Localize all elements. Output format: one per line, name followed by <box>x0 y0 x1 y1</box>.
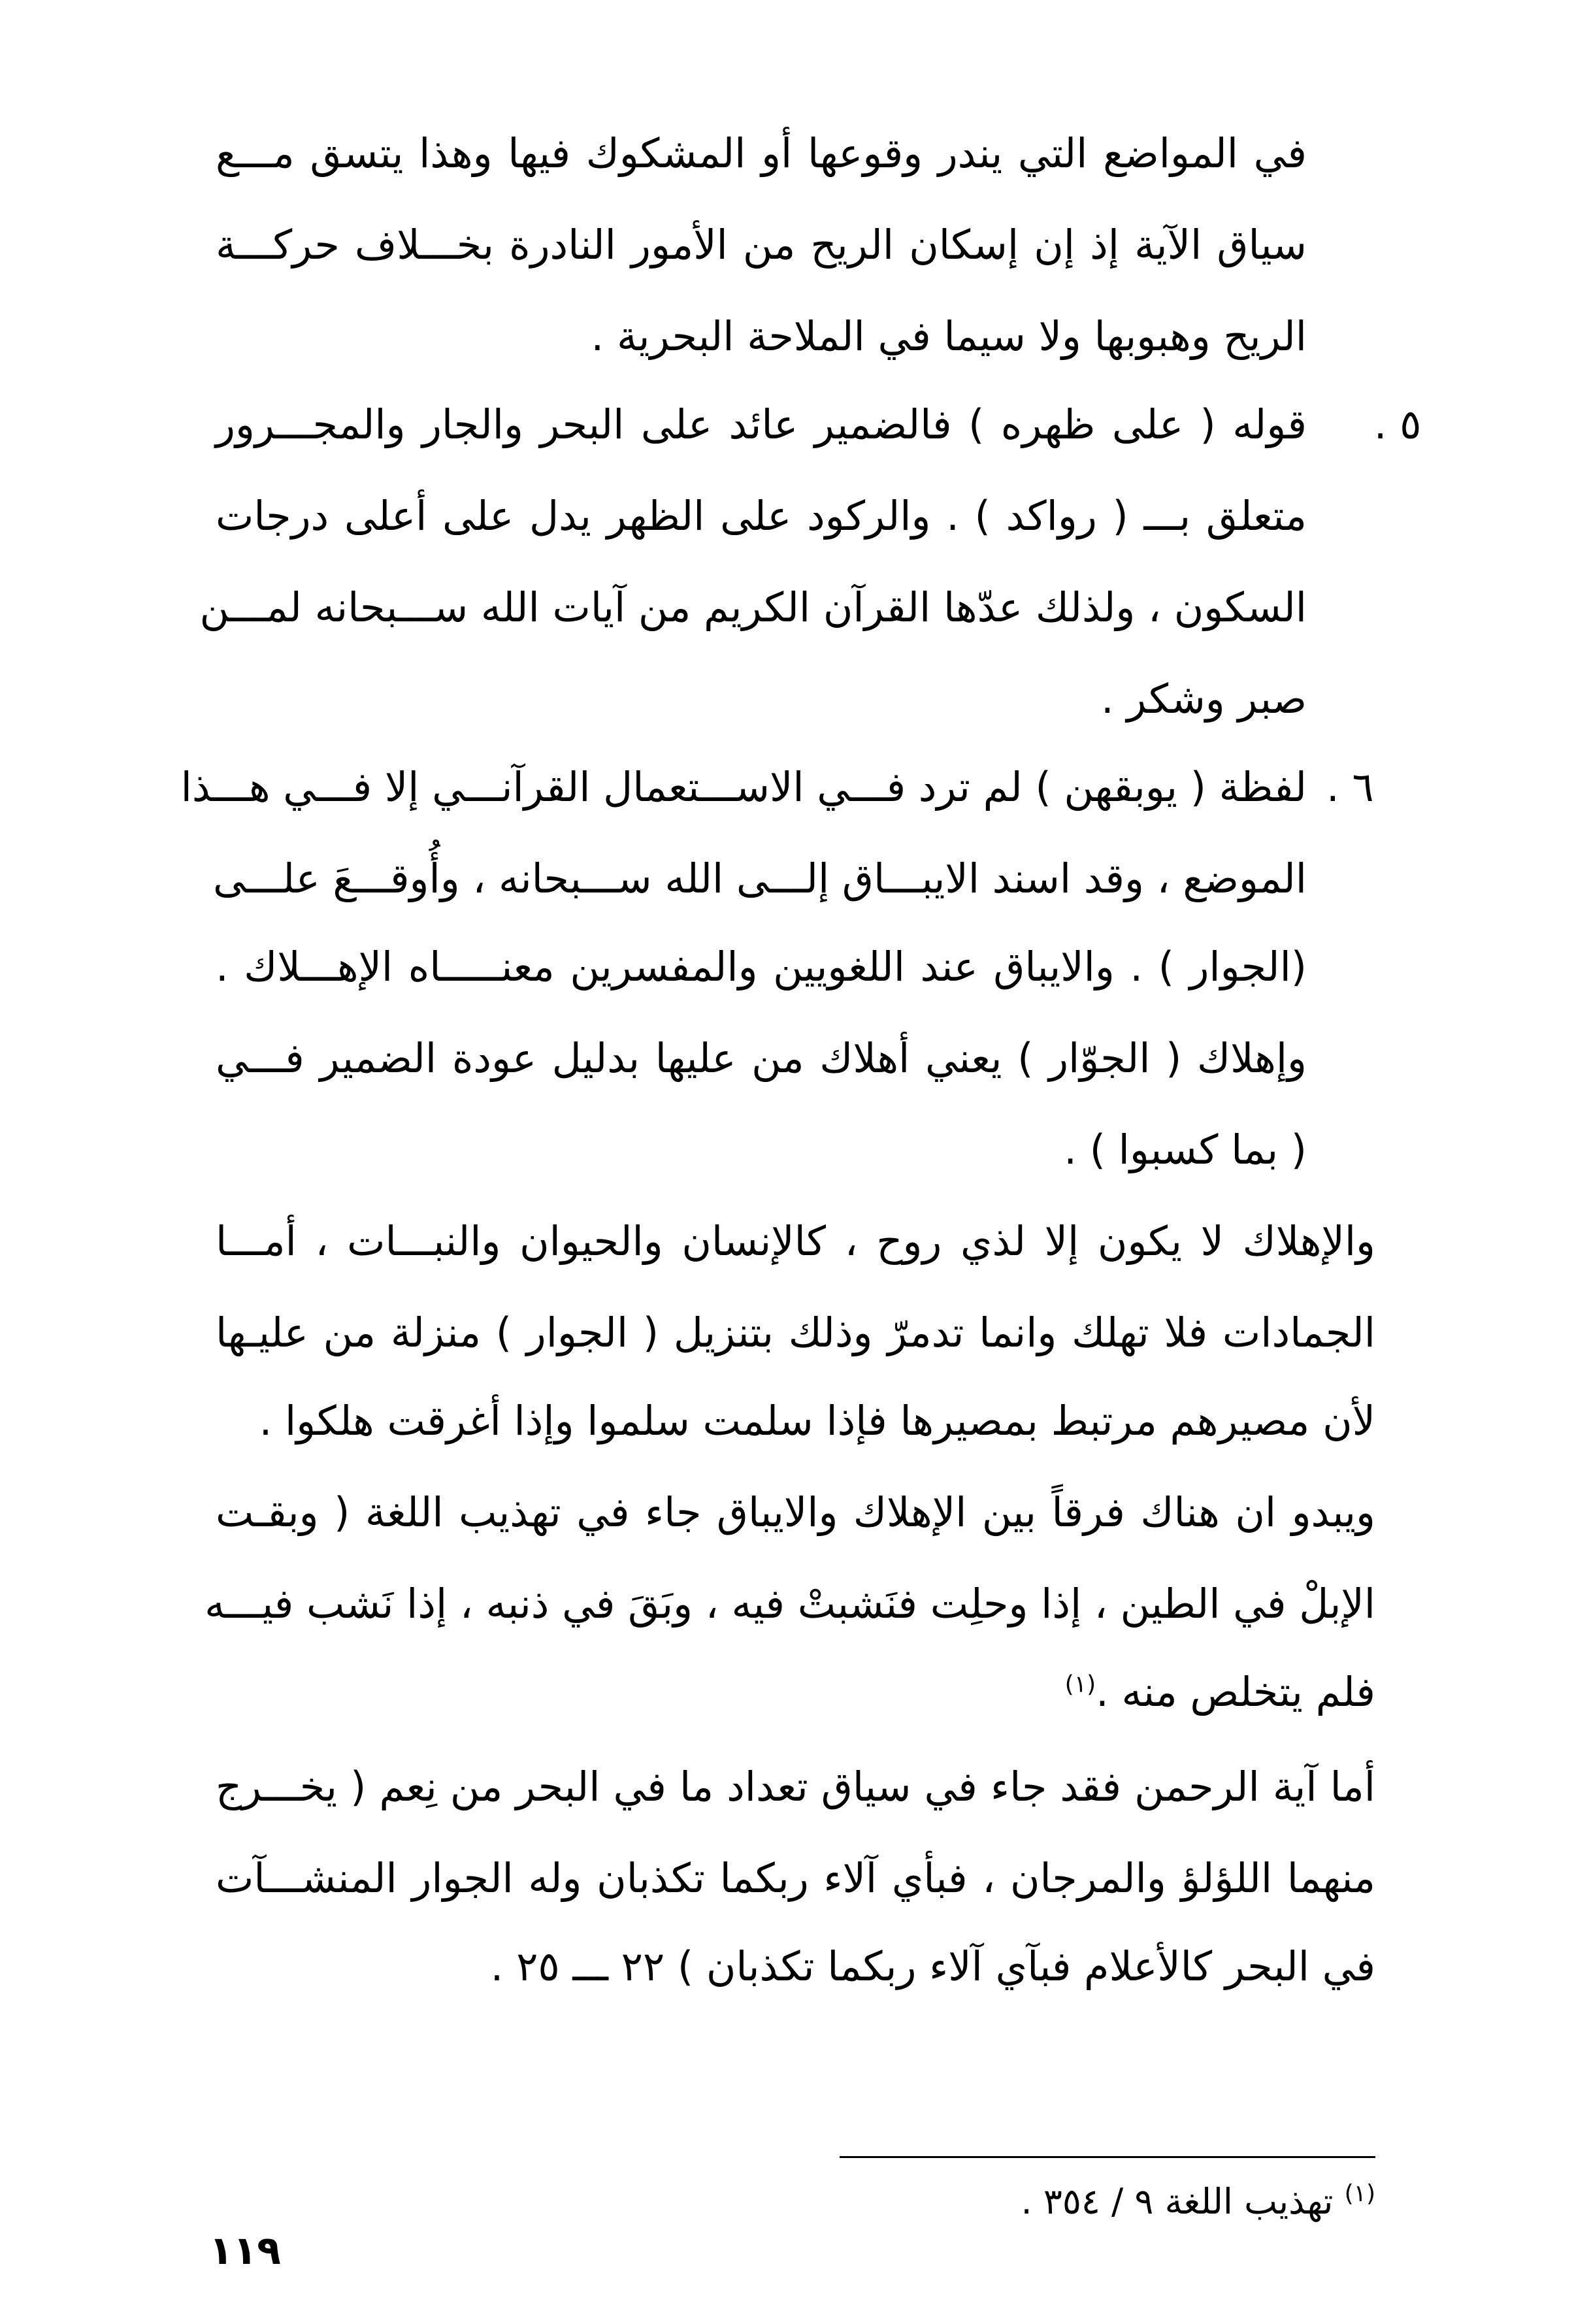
text-line: في المواضع التي يندر وقوعها أو المشكوك فيها وهذا يتسق مـــع <box>216 129 1307 177</box>
footnote-text: تهذيب اللغة ٩ / ٣٥٤ . <box>1021 2181 1334 2222</box>
text-line: صبر وشكر . <box>1100 675 1307 723</box>
list-number: ٥ . <box>1373 401 1422 448</box>
text-line: قوله ( على ظهره ) فالضمير عائد على البحر والجار والمجـــرور <box>216 401 1307 448</box>
text-line: متعلق بـــ ( رواكد ) . والركود على الظهر يدل على أعلى درجات <box>216 492 1307 540</box>
text-line: والإهلاك لا يكون إلا لذي روح ، كالإنسان والحيوان والنبـــات ، أمـــا <box>216 1217 1375 1265</box>
text-line: لأن مصيرهم مرتبط بمصيرها فإذا سلمت سلموا وإذا أغرقت هلكوا . <box>259 1397 1375 1445</box>
text-line: ( بما كسبوا ) . <box>1064 1126 1307 1173</box>
footnote-marker: (١) <box>1344 2180 1375 2207</box>
footnote <box>1021 2176 1376 2228</box>
footnote-separator <box>840 2156 1375 2158</box>
text-line-with-footnote <box>216 1660 1375 1725</box>
text-line: الجمادات فلا تهلك وانما تدمرّ وذلك بتنزيل ( الجوار ) منزلة من عليـها <box>216 1309 1375 1356</box>
text-line: السكون ، ولذلك عدّها القرآن الكريم من آيات الله ســـبحانه لمـــن <box>199 583 1307 631</box>
text-line: (الجوار ) . والايباق عند اللغويين والمفسرين معنـــــاه الإهـــلاك . <box>216 943 1307 990</box>
text-line: الريح وهبوبها ولا سيما في الملاحة البحرية . <box>591 312 1307 360</box>
text-line: منهما اللؤلؤ والمرجان ، فبأي آلاء ربكما تكذبان وله الجوار المنشـــآت <box>216 1854 1375 1902</box>
text-line: في البحر كالأعلام فبآي آلاء ربكما تكذبان ) ٢٢ ـــ ٢٥ . <box>490 1942 1375 1990</box>
list-number: ٦ . <box>1326 763 1374 811</box>
text-line: سياق الآية إذ إن إسكان الريح من الأمور النادرة بخـــلاف حركـــة <box>216 221 1307 269</box>
text-line: ويبدو ان هناك فرقاً بين الإهلاك والايباق جاء في تهذيب اللغة ( وبقـت <box>216 1488 1375 1536</box>
text-line: الموضع ، وقد اسند الايبـــاق إلـــى الله ســـبحانه ، وأُوقـــعَ علـــى <box>213 855 1307 902</box>
text-line: أما آية الرحمن فقد جاء في سياق تعداد ما في البحر من نِعم ( يخـــرج <box>216 1763 1375 1810</box>
text-line: الإبلْ في الطين ، إذا وحلِت فنَشبتْ فيه ، وبَقَ في ذنبه ، إذا نَشب فيـــه <box>205 1580 1375 1628</box>
page-number: ١١٩ <box>209 2228 281 2274</box>
footnote-reference: (١) <box>1064 1671 1096 1698</box>
text-line: فلم يتخلص منه . <box>1096 1668 1375 1716</box>
text-line: وإهلاك ( الجوّار ) يعني أهلاك من عليها بدليل عودة الضمير فـــي <box>216 1034 1307 1082</box>
text-line: لفظة ( يوبقهن ) لم ترد فـــي الاســـتعمال القرآنـــي إلا فـــي هـــذا <box>180 763 1307 811</box>
